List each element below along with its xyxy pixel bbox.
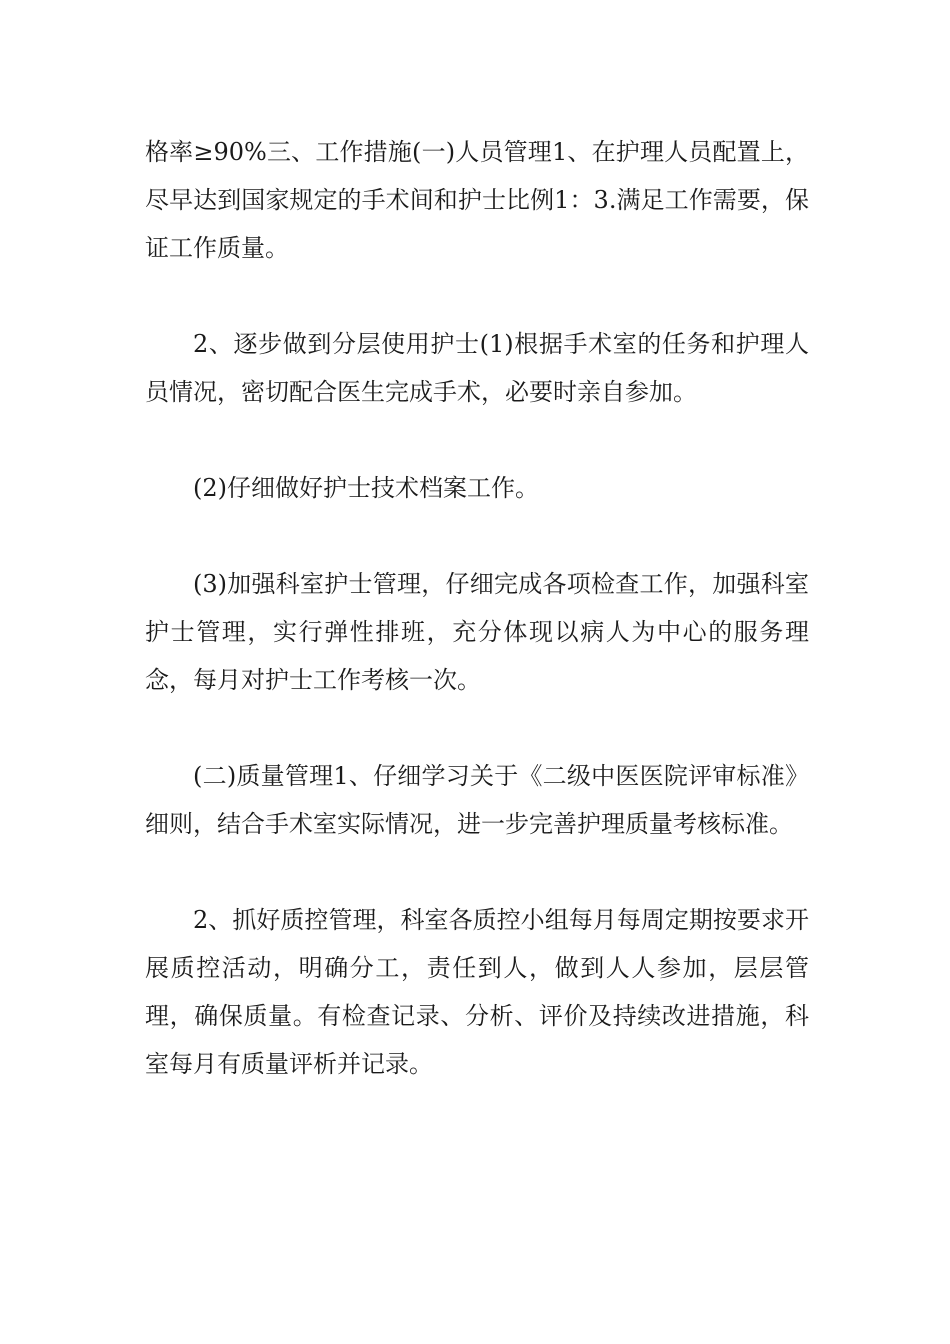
paragraph-1: 格率≥90%三、工作措施(一)人员管理1、在护理人员配置上，尽早达到国家规定的手术间和护士比例1：3.满足工作需要，保证工作质量。 (145, 138, 809, 262)
paragraph-5: (二)质量管理1、仔细学习关于《二级中医医院评审标准》细则，结合手术室实际情况，进一步完善护理质量考核标准。 (145, 762, 809, 838)
paragraph-2: 2、逐步做到分层使用护士(1)根据手术室的任务和护理人员情况，密切配合医生完成手术，必要时亲自参加。 (145, 330, 809, 406)
document-body (145, 128, 809, 1136)
paragraph-6: 2、抓好质控管理，科室各质控小组每月每周定期按要求开展质控活动，明确分工，责任到人，做到人人参加，层层管理，确保质量。有检查记录、分析、评价及持续改进措施，科室每月有质量评析并记录。 (145, 906, 809, 1078)
paragraph-3: (2)仔细做好护士技术档案工作。 (193, 474, 539, 502)
paragraph-4: (3)加强科室护士管理，仔细完成各项检查工作，加强科室护士管理，实行弹性排班，充分体现以病人为中心的服务理念，每月对护士工作考核一次。 (145, 570, 809, 694)
